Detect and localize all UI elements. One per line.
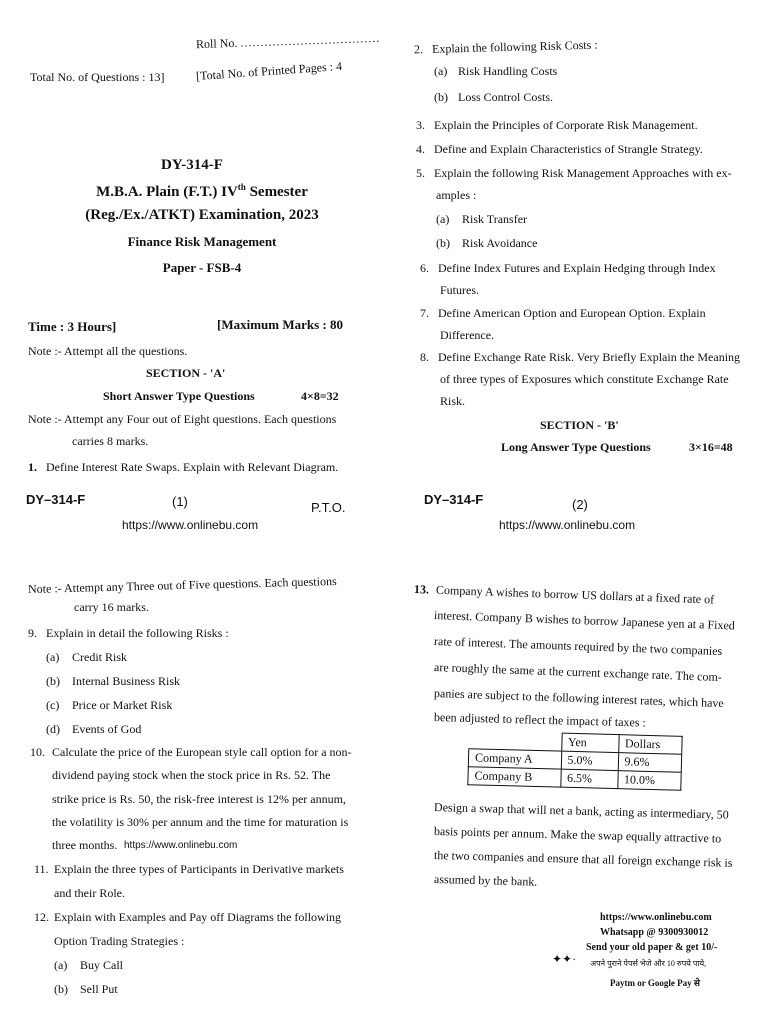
question-10-line5: three months. <box>52 838 118 852</box>
table-cell: 6.5% <box>560 769 617 788</box>
question-12b: (b) Sell Put <box>54 982 118 996</box>
question-13-after2: basis points per annum. Make the swap equally attractive to <box>433 824 722 846</box>
roll-no-dots: ................................... <box>240 30 381 50</box>
question-13: 13. Company A wishes to borrow US dollars at a fixed rate of <box>413 582 715 607</box>
footer-url: https://www.onlinebu.com <box>499 518 636 532</box>
footer-code: DY–314-F <box>26 492 86 507</box>
page-3 <box>0 556 384 1024</box>
question-5-line2: amples : <box>436 188 477 202</box>
question-9d: (d) Events of God <box>46 722 142 736</box>
table-cell: Company B <box>468 767 561 787</box>
table-cell: 10.0% <box>617 771 680 791</box>
total-questions: Total No. of Questions : 13] <box>30 70 165 84</box>
question-12a: (a) Buy Call <box>54 958 124 972</box>
course-title: M.B.A. Plain (F.T.) IVth Semester <box>96 182 308 200</box>
question-13-line3: rate of interest. The amounts required by the two companies <box>433 634 723 659</box>
note-all: Note :- Attempt all the questions. <box>28 344 188 358</box>
note-four: Note :- Attempt any Four out of Eight questions. Each questions <box>28 412 337 426</box>
question-10-line2: dividend paying stock when the stock price in Rs. 52. The <box>52 768 331 782</box>
table-header-cell <box>469 731 562 751</box>
question-8: 8. Define Exchange Rate Risk. Very Briefly Explain the Meaning <box>420 350 741 364</box>
question-12-line2: Option Trading Strategies : <box>54 934 185 948</box>
question-11: 11. Explain the three types of Participants in Derivative markets <box>34 862 344 876</box>
question-9b: (b) Internal Business Risk <box>46 674 180 688</box>
question-4: 4. Define and Explain Characteristics of Strangle Strategy. <box>416 142 703 156</box>
roll-no-label: Roll No. <box>195 35 238 52</box>
short-answer-marks: 4×8=32 <box>301 389 339 403</box>
question-13-after1: Design a swap that will net a bank, acting as intermediary, 50 <box>433 800 729 822</box>
subject-title: Finance Risk Management <box>127 234 277 249</box>
note-three-of-five-line2: carry 16 marks. <box>74 600 149 614</box>
question-13-line2: interest. Company B wishes to borrow Japanese yen at a Fixed <box>433 608 736 633</box>
question-1: 1. Define Interest Rate Swaps. Explain with Relevant Diagram. <box>28 460 339 474</box>
page-2 <box>384 0 768 540</box>
paper-code: DY-314-F <box>161 157 223 173</box>
question-8-line3: Risk. <box>440 394 466 408</box>
question-13-after4: assumed by the bank. <box>433 872 538 889</box>
question-2b: (b) Loss Control Costs. <box>434 90 554 104</box>
printed-pages: [Total No. of Printed Pages : 4 <box>195 58 343 84</box>
table-header-cell: Yen <box>561 733 618 752</box>
paper-title: Paper - FSB-4 <box>162 260 242 275</box>
ad-url: https://www.onlinebu.com <box>600 912 712 923</box>
time-label: Time : 3 Hours] <box>28 319 117 334</box>
long-answer-marks: 3×16=48 <box>689 440 733 454</box>
question-5: 5. Explain the following Risk Management Approaches with ex- <box>416 166 732 180</box>
short-answer-heading: Short Answer Type Questions <box>103 389 255 403</box>
inline-url: https://www.onlinebu.com <box>124 840 238 851</box>
question-13-line4: are roughly the same at the current exchange rate. The com- <box>433 660 723 685</box>
ad-payment: Paytm or Google Pay से <box>610 978 700 988</box>
footer-page-number: (1) <box>172 494 188 509</box>
max-marks: [Maximum Marks : 80 <box>217 317 344 332</box>
interest-rate-table <box>467 730 682 791</box>
question-2: 2. Explain the following Risk Costs : <box>413 37 598 57</box>
footer-page-number: (2) <box>572 497 588 512</box>
question-5a: (a) Risk Transfer <box>436 212 528 226</box>
long-answer-heading: Long Answer Type Questions <box>501 440 651 454</box>
question-6-line2: Futures. <box>440 283 479 297</box>
note-three-of-five: Note :- Attempt any Three out of Five questions. Each questions <box>27 573 337 597</box>
table-cell: 5.0% <box>561 751 618 770</box>
question-13-after3: the two companies and ensure that all foreign exchange risk is <box>433 848 733 870</box>
question-10-line4: the volatility is 30% per annum and the time for maturation is <box>52 815 349 829</box>
question-6: 6. Define Index Futures and Explain Hedging through Index <box>420 261 716 275</box>
question-7-line2: Difference. <box>440 328 495 342</box>
question-2a: (a) Risk Handling Costs <box>434 64 558 78</box>
footer-url: https://www.onlinebu.com <box>122 518 259 532</box>
footer-code: DY–314-F <box>424 492 484 507</box>
page-1 <box>0 0 384 540</box>
ad-offer: Send your old paper & get 10/- <box>586 942 718 953</box>
question-10-line3: strike price is Rs. 50, the risk-free interest is 12% per annum, <box>52 792 346 806</box>
question-11-line2: and their Role. <box>54 886 125 900</box>
footer-pto: P.T.O. <box>311 500 346 515</box>
question-9a: (a) Credit Risk <box>46 650 128 664</box>
section-a-heading: SECTION - 'A' <box>146 366 226 380</box>
question-9: 9. Explain in detail the following Risks : <box>28 626 229 640</box>
note-four-line2: carries 8 marks. <box>72 434 149 448</box>
exam-title: (Reg./Ex./ATKT) Examination, 2023 <box>85 207 319 223</box>
question-8-line2: of three types of Exposures which constitute Exchange Rate <box>440 372 729 386</box>
question-13-line5: panies are subject to the following interest rates, which have <box>433 686 724 711</box>
ad-whatsapp: Whatsapp @ 9300930012 <box>600 927 709 938</box>
question-10: 10. Calculate the price of the European style call option for a non- <box>30 745 352 759</box>
question-3: 3. Explain the Principles of Corporate Risk Management. <box>416 118 698 132</box>
question-5b: (b) Risk Avoidance <box>436 236 538 250</box>
question-7: 7. Define American Option and European Option. Explain <box>420 306 706 320</box>
section-b-heading: SECTION - 'B' <box>540 418 619 432</box>
table-cell: 9.6% <box>618 753 681 773</box>
question-12: 12. Explain with Examples and Pay off Diagrams the following <box>34 910 342 924</box>
question-13-line6: been adjusted to reflect the impact of taxes : <box>433 710 647 730</box>
question-9c: (c) Price or Market Risk <box>46 698 173 712</box>
table-cell: Company A <box>468 749 561 769</box>
sparkle-icon: ✦✦· <box>552 952 577 966</box>
ad-hindi: अपने पुराने पेपर्स भेजे और 10 रुपये पाये, <box>590 959 707 968</box>
roll-no <box>196 31 381 52</box>
page-4 <box>384 556 768 1024</box>
table-header-cell: Dollars <box>618 735 681 755</box>
